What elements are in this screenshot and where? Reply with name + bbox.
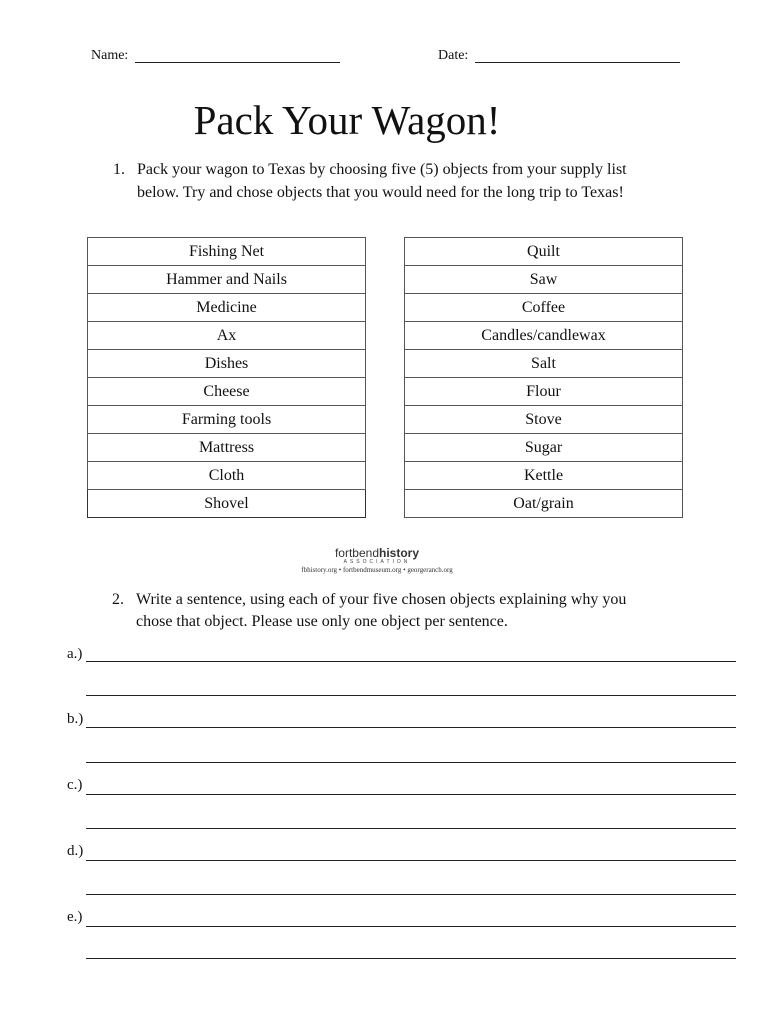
instruction-2 [112,588,712,634]
table-row [88,406,366,434]
table-row [405,406,683,434]
supply-list-left [87,237,366,518]
supply-item[interactable]: Ax [88,322,366,350]
supply-item[interactable]: Dishes [88,350,366,378]
answer-line-e-2[interactable] [86,958,736,959]
date-label: Date: [438,48,469,63]
name-label: Name: [91,48,129,63]
supply-item[interactable]: Candles/candlewax [405,322,683,350]
table-row [88,462,366,490]
table-row [405,462,683,490]
supply-item[interactable]: Shovel [88,490,366,518]
table-row [405,266,683,294]
answer-label-c: c.) [67,777,83,793]
table-row [405,238,683,266]
logo-subtitle: ASSOCIATION [343,559,411,565]
supply-item[interactable]: Hammer and Nails [88,266,366,294]
instruction-1-line-2: below. Try and chose objects that you would need for the long trip to Texas! [137,184,624,201]
logo-wordmark [0,546,754,560]
name-field[interactable] [135,48,340,63]
supply-item[interactable]: Salt [405,350,683,378]
table-row [405,490,683,518]
table-row [88,266,366,294]
instruction-2-number: 2. [112,591,124,608]
answer-line-c-1[interactable] [86,794,736,795]
date-field[interactable] [475,48,680,63]
supply-item[interactable]: Sugar [405,434,683,462]
instruction-1-line-1: Pack your wagon to Texas by choosing five (5) objects from your supply list [137,161,627,178]
instruction-2-line-1: Write a sentence, using each of your five chosen objects explaining why you [136,591,627,608]
logo-urls: fbhistory.org • fortbendmuseum.org • georgeranch.org [301,566,453,574]
table-row [405,378,683,406]
instruction-1 [113,158,713,204]
answer-line-d-2[interactable] [86,894,736,895]
answer-label-d: d.) [67,843,84,859]
answer-label-e: e.) [67,909,83,925]
answer-line-a-2[interactable] [86,695,736,696]
supply-item[interactable]: Saw [405,266,683,294]
supply-item[interactable]: Medicine [88,294,366,322]
answer-line-a-1[interactable] [86,661,736,662]
table-row [88,350,366,378]
supply-item[interactable]: Cloth [88,462,366,490]
supply-list-right [404,237,683,518]
instruction-2-line-2: chose that object. Please use only one object per sentence. [136,613,508,630]
table-row [88,490,366,518]
answer-line-e-1[interactable] [86,926,736,927]
answer-line-d-1[interactable] [86,860,736,861]
fortbend-history-logo [0,546,754,574]
table-row [88,238,366,266]
page-title: Pack Your Wagon! [193,97,501,143]
table-row [88,434,366,462]
supply-item[interactable]: Farming tools [88,406,366,434]
table-row [405,322,683,350]
supply-item[interactable]: Coffee [405,294,683,322]
table-row [88,378,366,406]
supply-item[interactable]: Fishing Net [88,238,366,266]
supply-item[interactable]: Oat/grain [405,490,683,518]
supply-item[interactable]: Kettle [405,462,683,490]
table-row [405,350,683,378]
supply-item[interactable]: Stove [405,406,683,434]
answer-label-b: b.) [67,711,84,727]
logo-name-light: fortbend [334,546,380,560]
table-row [88,294,366,322]
answer-line-c-2[interactable] [86,828,736,829]
table-row [405,434,683,462]
instruction-1-number: 1. [113,161,125,178]
supply-item[interactable]: Flour [405,378,683,406]
supply-item[interactable]: Cheese [88,378,366,406]
logo-name-bold: history [379,546,420,560]
supply-item[interactable]: Mattress [88,434,366,462]
supply-item[interactable]: Quilt [405,238,683,266]
table-row [405,294,683,322]
answer-line-b-1[interactable] [86,727,736,728]
answer-line-b-2[interactable] [86,762,736,763]
answer-label-a: a.) [67,646,83,662]
table-row [88,322,366,350]
